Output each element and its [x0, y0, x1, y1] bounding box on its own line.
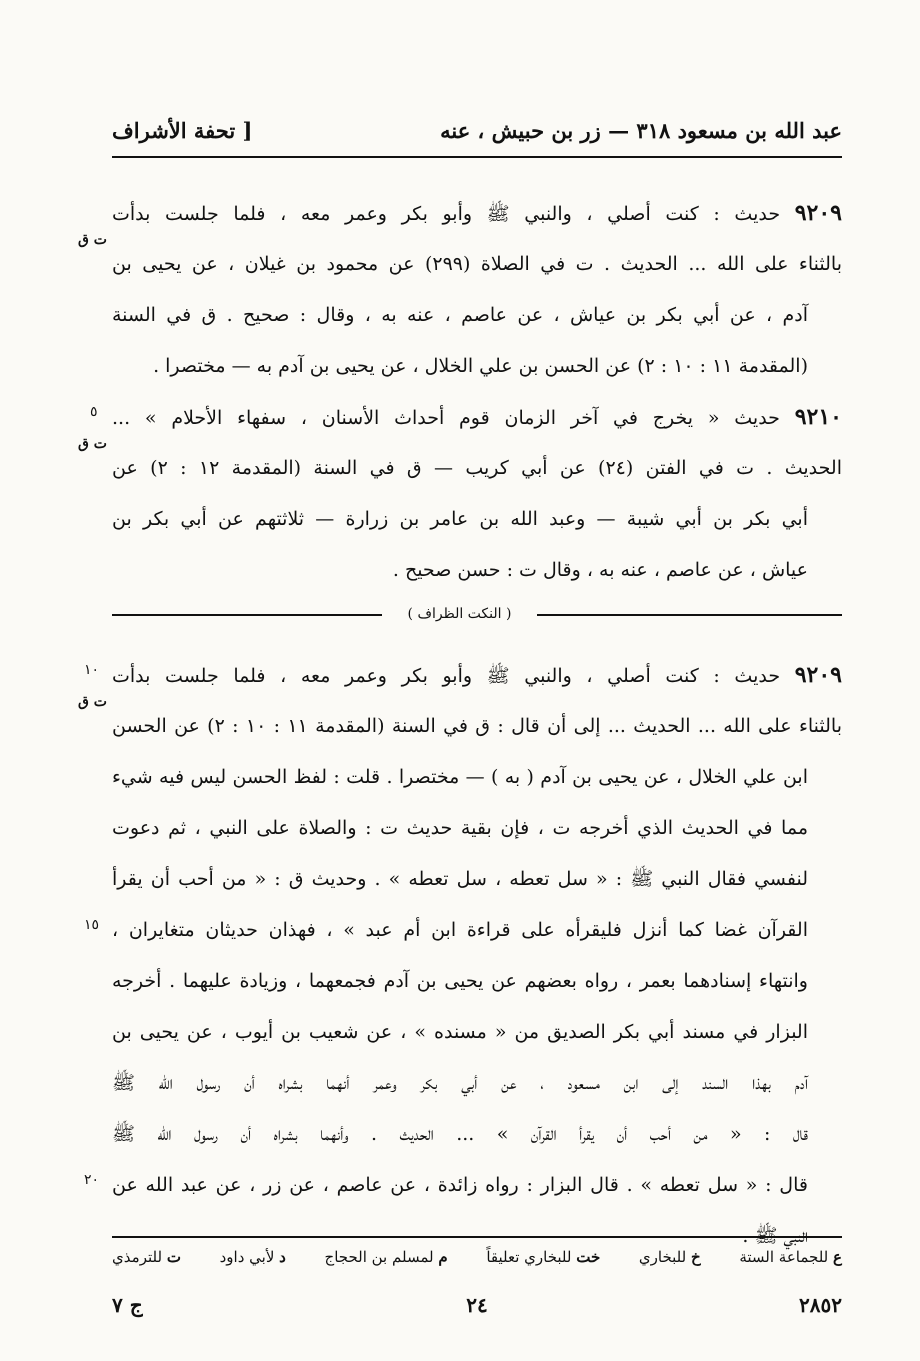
entry-line — [112, 650, 842, 701]
entry-line: آدم بهذا السند إلى ابن مسعود ، عن أبي بكر وعمر أنهما بشراه أن رسول الله ﷺ — [112, 1072, 808, 1094]
nukat-entry-9209 — [78, 650, 842, 1262]
entry-line: ابن علي الخلال ، عن يحيى بن آدم ( به ) — مختصرا . قلت : لفظ الحسن ليس فيه شيء — [112, 766, 808, 788]
entry-line: القرآن غضا كما أنزل فليقرأه على قراءة ابن أم عبد » ، فهذان حديثان متغايران ، — [112, 919, 808, 941]
entry-line: قال : « من أحب أن يقرأ القرآن » ... الحديث . وأنهما بشراه أن رسول الله ﷺ — [112, 1123, 808, 1145]
hadith-entry-9210 — [78, 392, 842, 596]
entry-line: (المقدمة ١١ : ١٠ : ٢) عن الحسن بن علي الخلال ، عن يحيى بن آدم به — مختصرا . — [153, 355, 808, 377]
entry-line: بالثناء على الله ... الحديث . ت في الصلاة (٢٩٩) عن محمود بن غيلان ، عن يحيى بن — [112, 253, 842, 275]
divider-label: ( النكت الظراف ) — [407, 606, 512, 622]
divider-rule-right — [537, 614, 842, 616]
hadith-number: ٩٢٠٩ — [794, 200, 842, 226]
margin-line-number: ٢٠ — [84, 1172, 100, 1188]
page-footer — [112, 1290, 842, 1320]
entry-line: بالثناء على الله ... الحديث ... إلى أن قال : ق في السنة (المقدمة ١١ : ١٠ : ٢) عن الحسن — [112, 715, 842, 737]
entry-line: لنفسي فقال النبي ﷺ : « سل تعطه ، سل تعطه » . وحديث ق : « من أحب أن يقرأ — [112, 868, 808, 890]
abbrev-item: ت للترمذي — [112, 1248, 181, 1266]
entry-line — [112, 188, 842, 239]
footer-rule — [112, 1236, 842, 1238]
entry-text: حديث : كنت أصلي ، والنبي ﷺ وأبو بكر وعمر معه ، فلما جلست بدأت — [112, 665, 781, 687]
margin-line-number: ١٥ — [84, 917, 100, 933]
volume-label: ج ٧ — [112, 1293, 143, 1317]
entry-text: حديث « يخرج في آخر الزمان قوم أحداث الأسنان ، سفهاء الأحلام » ... — [112, 407, 780, 429]
margin-line-number: ٥ — [90, 404, 98, 420]
section-divider — [112, 604, 842, 626]
running-head-book-title: [ تحفة الأشراف — [112, 117, 253, 143]
signature-number: ٢٨٥٢ — [799, 1293, 842, 1317]
page-number: ٢٤ — [466, 1293, 488, 1317]
abbreviation-key — [112, 1244, 842, 1270]
entry-line: آدم ، عن أبي بكر بن عياش ، عن عاصم ، عنه به ، وقال : صحيح . ق في السنة — [112, 304, 808, 326]
abbrev-item: م لمسلم بن الحجاج — [324, 1248, 448, 1266]
running-head — [112, 108, 842, 152]
hadith-number: ٩٢١٠ — [794, 404, 842, 430]
source-code: ت ق — [78, 232, 107, 248]
margin-line-number: ١٠ — [84, 662, 100, 678]
entry-line — [112, 392, 842, 443]
entry-line: أبي بكر بن أبي شيبة — وعبد الله بن عامر بن زرارة — ثلاثتهم عن أبي بكر بن — [112, 508, 808, 530]
source-code: ت ق — [78, 436, 107, 452]
entry-line: وانتهاء إسنادهما بعمر ، رواه بعضهم عن يحيى بن آدم فجمعهما ، وزيادة عليهما . أخرجه — [112, 970, 808, 992]
source-code: ت ق — [78, 694, 107, 710]
divider-rule-left — [112, 614, 382, 616]
entry-line: قال : « سل تعطه » . قال البزار : رواه زائدة ، عن عاصم ، عن زر ، عن عبد الله عن — [112, 1174, 808, 1196]
abbrev-item: ع للجماعة الستة — [739, 1248, 842, 1266]
entry-line: الحديث . ت في الفتن (٢٤) عن أبي كريب — ق في السنة (المقدمة ١٢ : ٢) عن — [112, 457, 842, 479]
entry-text: حديث : كنت أصلي ، والنبي ﷺ وأبو بكر وعمر معه ، فلما جلست بدأت — [112, 203, 781, 225]
abbrev-item: خت للبخاري تعليقاً — [486, 1248, 601, 1266]
entry-line: عياش ، عن عاصم ، عنه به ، وقال ت : حسن صحيح . — [392, 559, 808, 581]
entry-line: البزار في مسند أبي بكر الصديق من « مسنده » ، عن شعيب بن أيوب ، عن يحيى بن — [112, 1021, 808, 1043]
entry-line: النبي ﷺ . — [742, 1225, 808, 1247]
hadith-number: ٩٢٠٩ — [794, 662, 842, 688]
entry-line: مما في الحديث الذي أخرجه ت ، فإن بقية حديث ت : والصلاة على النبي ، ثم دعوت — [112, 817, 808, 839]
running-head-section: عبد الله بن مسعود ٣١٨ — زر بن حبيش ، عنه — [440, 117, 842, 143]
abbrev-item: د لأبي داود — [219, 1248, 286, 1266]
header-rule — [112, 156, 842, 158]
abbrev-item: خ للبخاري — [638, 1248, 701, 1266]
hadith-entry-9209 — [78, 188, 842, 392]
